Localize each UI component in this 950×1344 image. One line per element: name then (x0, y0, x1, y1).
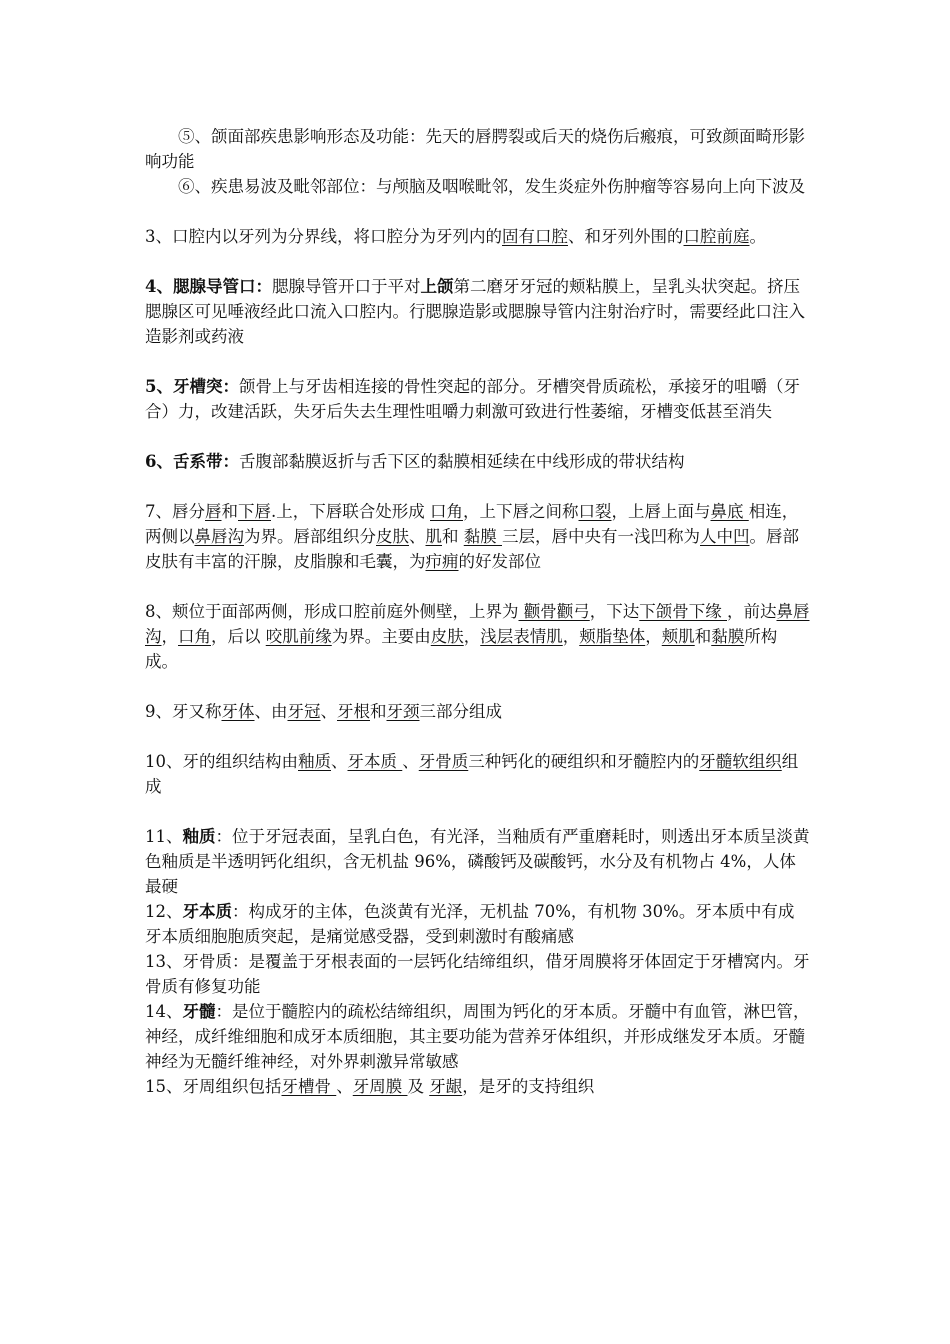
item-3-oral-cavity: 3、口腔内以牙列为分界线，将口腔分为牙列内的固有口腔、和牙列外围的口腔前庭。 (145, 227, 766, 246)
spacer (145, 249, 810, 274)
item-13-cementum: 13、牙骨质：是覆盖于牙根表面的一层钙化结缔组织，借牙周膜将牙体固定于牙槽窝内。牙骨质有修复功能 (145, 952, 810, 996)
item-6-lingual-frenum: 6、舌系带：舌腹部黏膜返折与舌下区的黏膜相延续在中线形成的带状结构 (145, 452, 685, 471)
spacer (145, 474, 810, 499)
item-14-pulp: 14、牙髓：是位于髓腔内的疏松结缔组织，周围为钙化的牙本质。牙髓中有血管，淋巴管，神经，成纤维细胞和成牙本质细胞，其主要功能为营养牙体组织，并形成继发牙本质。牙髓神经为无髓纤维神经，对外界刺激异常敏感 (145, 1002, 810, 1071)
spacer (145, 674, 810, 699)
item-9-tooth-parts: 9、牙又称牙体、由牙冠、牙根和牙颈三部分组成 (145, 702, 502, 721)
spacer (145, 724, 810, 749)
spacer (145, 799, 810, 824)
spacer (145, 349, 810, 374)
item-15-periodontium: 15、牙周组织包括牙槽骨 、牙周膜 及 牙龈，是牙的支持组织 (145, 1077, 595, 1096)
spacer (145, 574, 810, 599)
item-5-alveolar-process: 5、牙槽突：颌骨上与牙齿相连接的骨性突起的部分。牙槽突骨质疏松，承接牙的咀嚼（牙合）力，改建活跃，失牙后失去生理性咀嚼力刺激可致进行性萎缩，牙槽变低甚至消失 (145, 377, 800, 421)
spacer (145, 199, 810, 224)
item-12-dentin: 12、牙本质：构成牙的主体，色淡黄有光泽，无机盐 70%，有机物 30%。牙本质中有成牙本质细胞胞质突起，是痛觉感受器，受到刺激时有酸痛感 (145, 902, 795, 946)
item-7-lips: 7、唇分唇和下唇.上，下唇联合处形成 口角，上下唇之间称口裂，上唇上面与鼻底 相连， 两侧以鼻唇沟为界。唇部组织分皮肤、肌和 黏膜 三层，唇中央有一浅凹称为人中凹。唇部皮肤有丰富的汗腺，皮脂腺和毛囊，为疖痈的好发部位 (145, 502, 799, 571)
paragraph-craniofacial-disease: ⑤、颌面部疾患影响形态及功能：先天的唇腭裂或后天的烧伤后瘢痕，可致颜面畸形影响功能 (145, 127, 805, 171)
item-4-parotid-duct: 4、腮腺导管口：腮腺导管开口于平对上颌第二磨牙牙冠的颊粘膜上，呈乳头状突起。挤压腮腺区可见唾液经此口流入口腔内。行腮腺造影或腮腺导管内注射治疗时，需要经此口注入造影剂或药液 (145, 277, 805, 346)
item-10-tooth-tissues: 10、牙的组织结构由釉质、牙本质 、牙骨质三种钙化的硬组织和牙髓腔内的牙髓软组织组成 (145, 752, 799, 796)
paragraph-adjacent-spread: ⑥、疾患易波及毗邻部位：与颅脑及咽喉毗邻，发生炎症外伤肿瘤等容易向上向下波及 (178, 177, 805, 196)
item-11-enamel: 11、釉质：位于牙冠表面，呈乳白色，有光泽，当釉质有严重磨耗时，则透出牙本质呈淡黄色釉质是半透明钙化组织，含无机盐 96%，磷酸钙及碳酸钙，水分及有机物占 4%，人体最硬 (145, 827, 810, 896)
spacer (145, 424, 810, 449)
document-page (145, 124, 810, 1099)
item-8-cheeks: 8、颊位于面部两侧，形成口腔前庭外侧壁，上界为 颧骨颧弓，下达下颌骨下缘 ，前达鼻唇沟，口角，后以 咬肌前缘为界。主要由皮肤，浅层表情肌，颊脂垫体，颊肌和黏膜所构成。 (145, 602, 810, 671)
